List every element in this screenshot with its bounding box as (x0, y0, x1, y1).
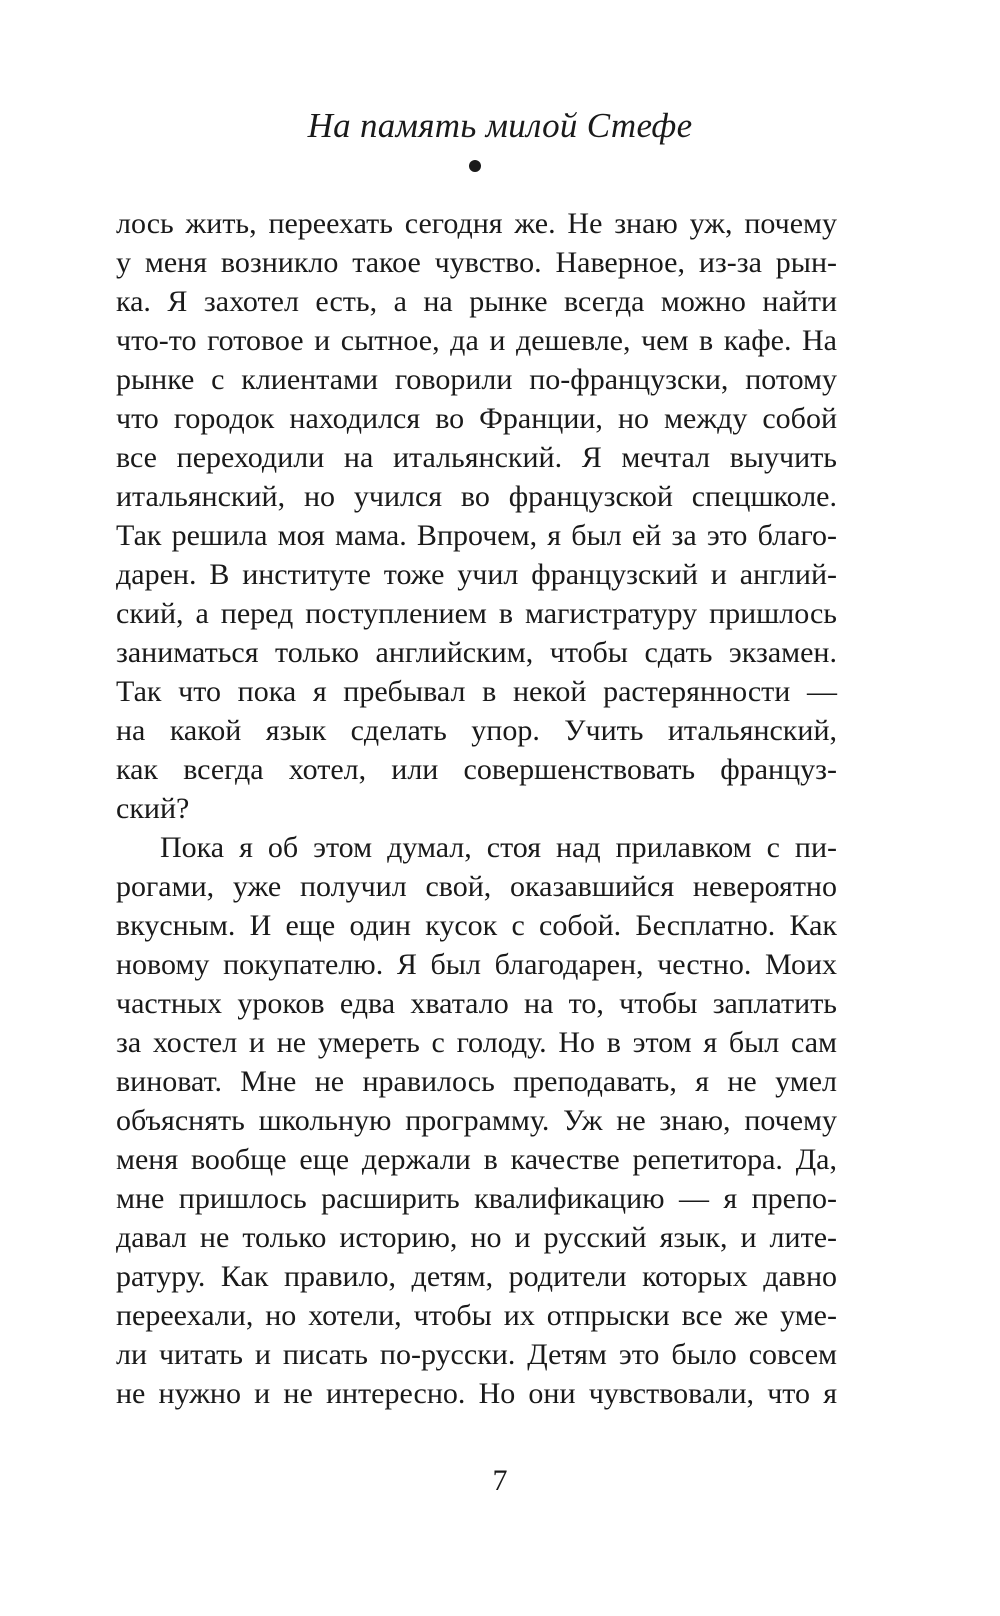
text-line: объяснять школьную программу. Уж не знаю, почему (116, 1104, 837, 1137)
text-line: заниматься только английским, чтобы сдать экзамен. (116, 636, 837, 669)
page-number: 7 (492, 1464, 508, 1497)
running-head: На память милой Стефе (307, 106, 693, 145)
text-line: ский, а перед поступлением в магистратуру пришлось (116, 597, 837, 630)
text-line: за хостел и не умереть с голоду. Но в этом я был сам (116, 1026, 837, 1059)
text-line: лось жить, переехать сегодня же. Не знаю уж, почему (116, 207, 837, 240)
text-line: переехали, но хотели, чтобы их отпрыски все же уме- (116, 1299, 837, 1332)
text-line: Так что пока я пребывал в некой растерянности — (116, 675, 837, 708)
text-line: новому покупателю. Я был благодарен, честно. Моих (116, 948, 837, 981)
body-text (116, 204, 837, 1413)
text-line: мне пришлось расширить квалификацию — я препо- (116, 1182, 837, 1215)
ornament-bullet (469, 160, 481, 172)
text-line: что городок находился во Франции, но между собой (116, 402, 837, 435)
text-line: Пока я об этом думал, стоя над прилавком с пи- (160, 831, 837, 864)
text-line: рогами, уже получил свой, оказавшийся невероятно (116, 870, 837, 903)
text-line: меня вообще еще держали в качестве репетитора. Да, (116, 1143, 837, 1176)
text-line: как всегда хотел, или совершенствовать француз- (116, 753, 837, 786)
text-line: дарен. В институте тоже учил французский и англий- (116, 558, 837, 591)
text-line: на какой язык сделать упор. Учить итальянский, (116, 714, 837, 747)
text-line: что-то готовое и сытное, да и дешевле, чем в кафе. На (116, 324, 837, 357)
text-line: рынке с клиентами говорили по-французски, потому (116, 363, 837, 396)
paragraph (116, 828, 837, 1413)
text-line: у меня возникло такое чувство. Наверное, из-за рын- (116, 246, 837, 279)
text-line: итальянский, но учился во французской спецшколе. (116, 480, 837, 513)
text-line: не нужно и не интересно. Но они чувствовали, что я (116, 1377, 837, 1410)
text-line: Так решила моя мама. Впрочем, я был ей за это благо- (116, 519, 837, 552)
text-line: ка. Я захотел есть, а на рынке всегда можно найти (116, 285, 837, 318)
text-line: ский? (116, 792, 190, 825)
text-line: давал не только историю, но и русский язык, и лите- (116, 1221, 837, 1254)
text-line: все переходили на итальянский. Я мечтал выучить (116, 441, 837, 474)
text-line: ли читать и писать по-русски. Детям это было совсем (116, 1338, 837, 1371)
text-line: частных уроков едва хватало на то, чтобы заплатить (116, 987, 837, 1020)
paragraph (116, 204, 837, 828)
text-line: виноват. Мне не нравилось преподавать, я не умел (116, 1065, 837, 1098)
text-line: вкусным. И еще один кусок с собой. Бесплатно. Как (116, 909, 837, 942)
text-line: ратуру. Как правило, детям, родители которых давно (116, 1260, 837, 1293)
